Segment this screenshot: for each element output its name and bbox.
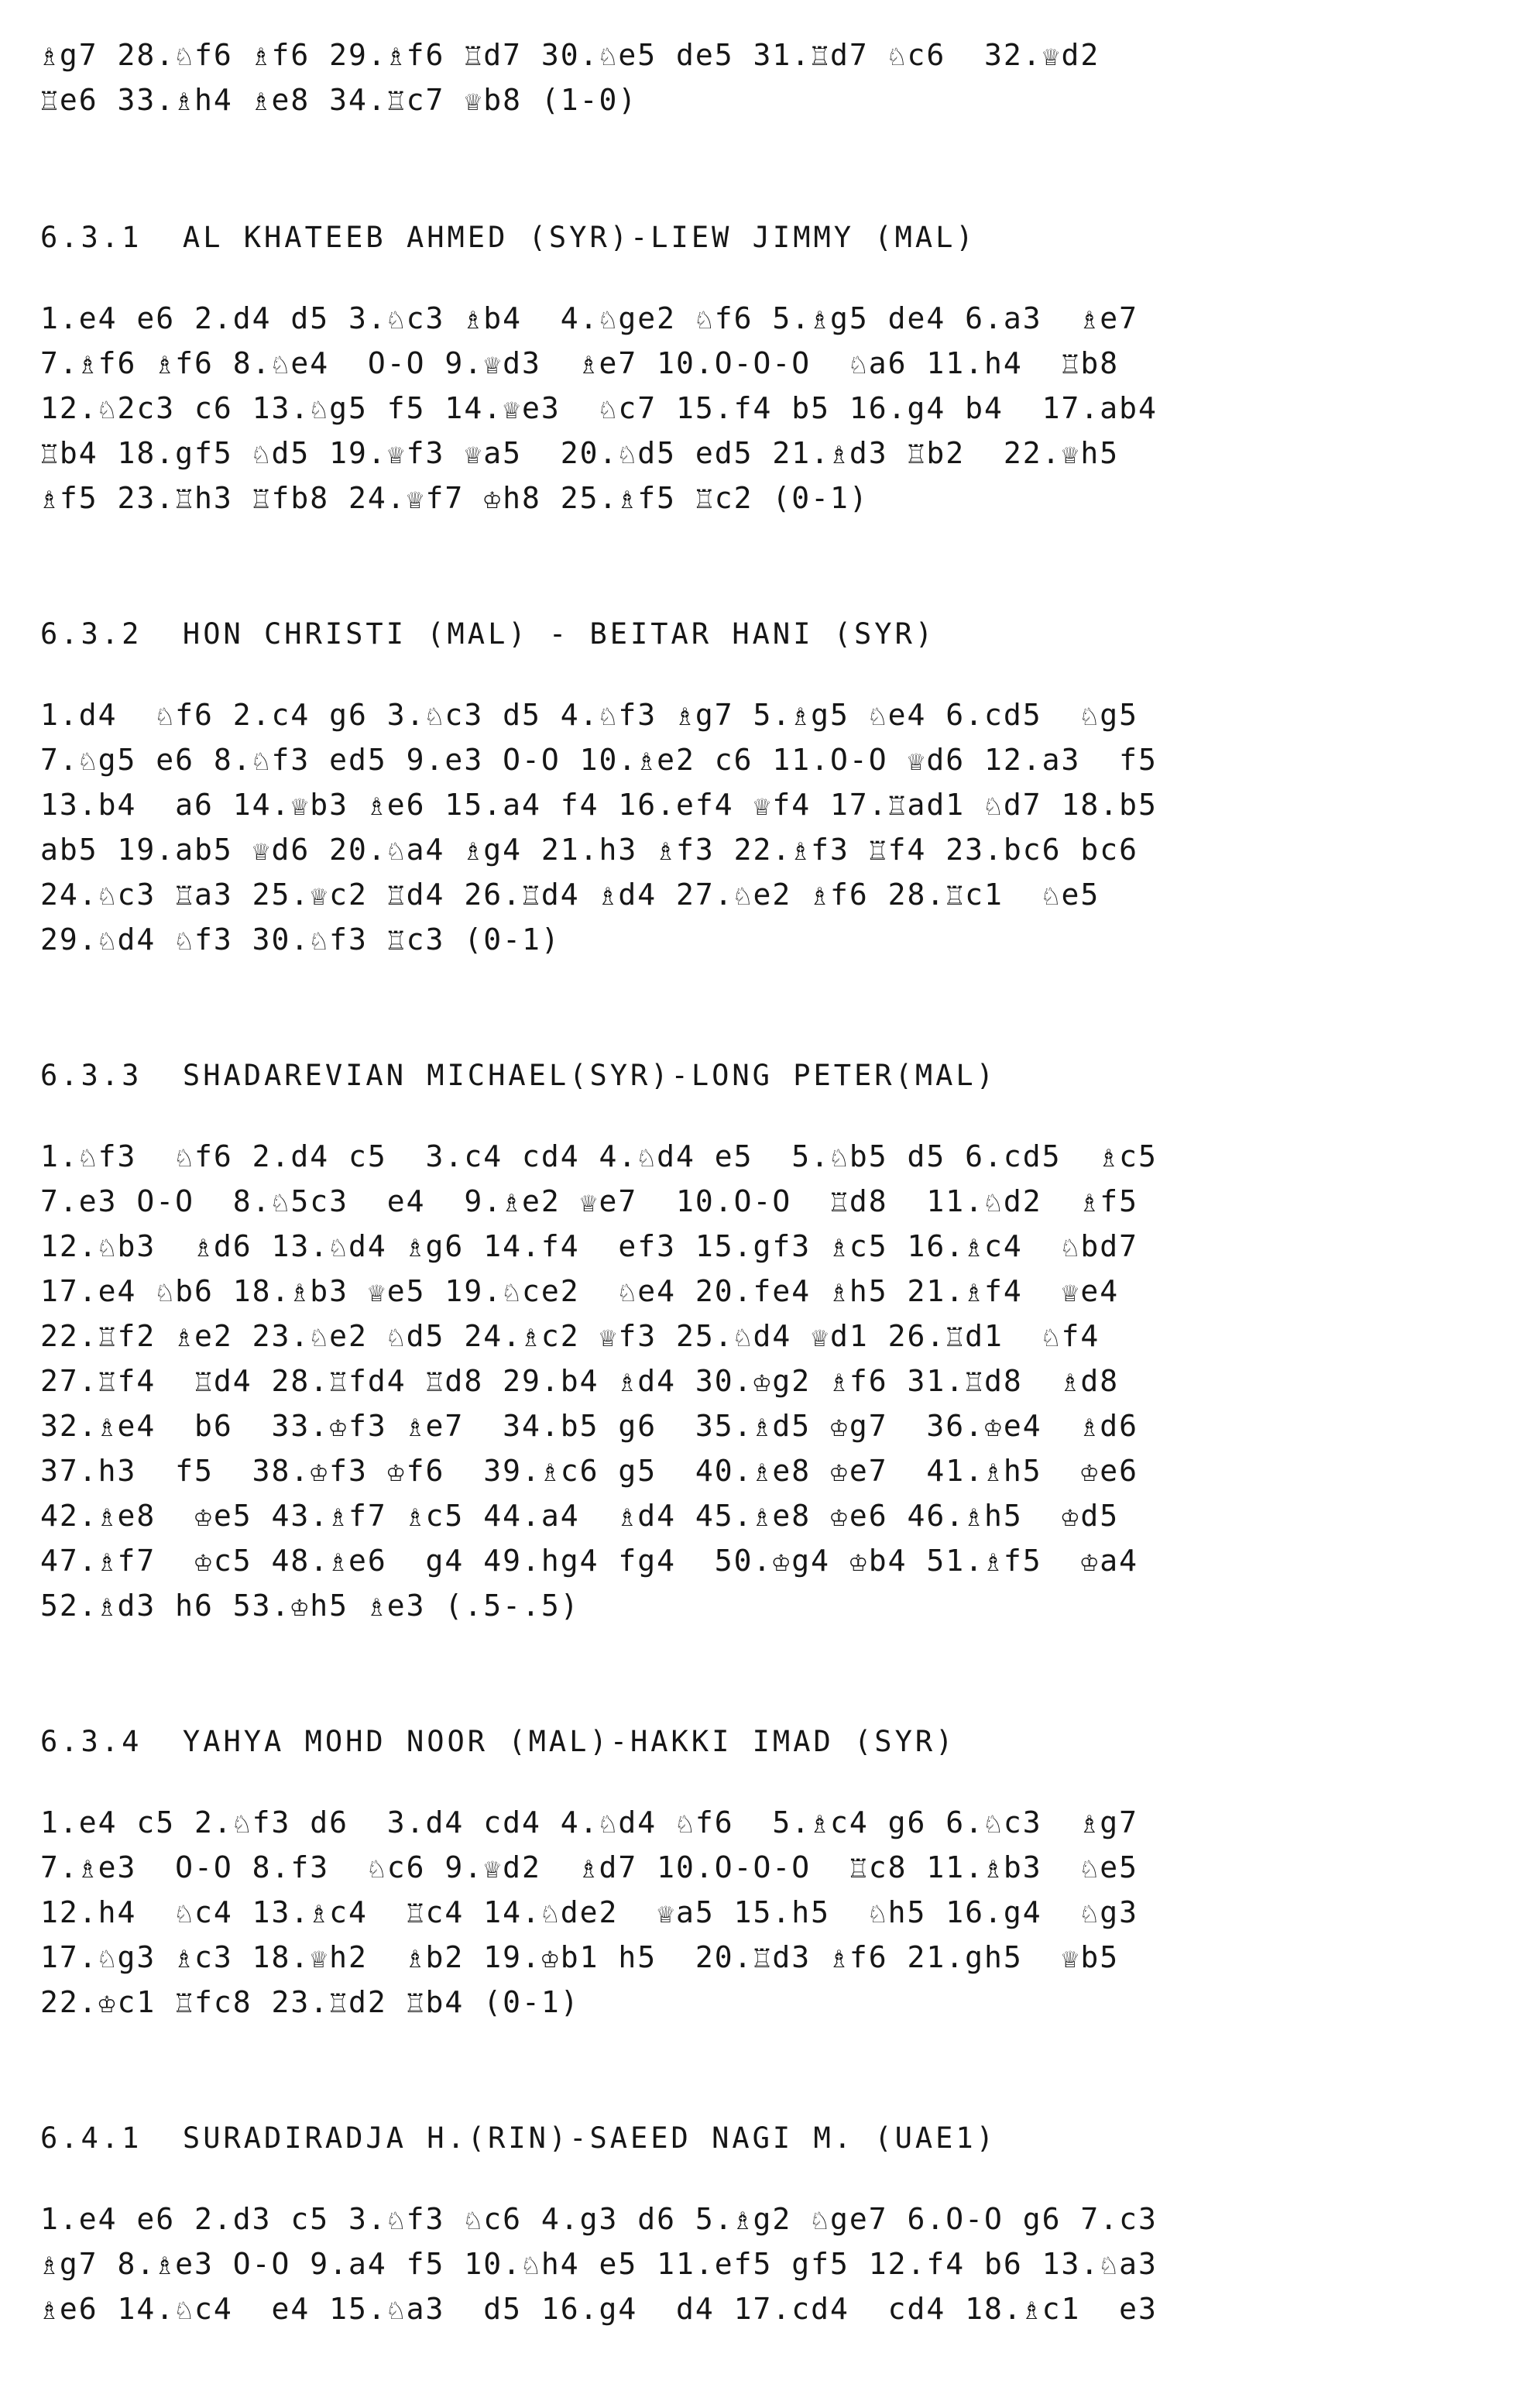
move-line: 13.b4 a6 14.♕b3 ♗e6 15.a4 f4 16.ef4 ♕f4 17.♖ad1 ♘d7 18.b5 bbox=[40, 788, 1158, 822]
move-line: 7.♗f6 ♗f6 8.♘e4 O-O 9.♕d3 ♗e7 10.O-O-O ♘a6 11.h4 ♖b8 bbox=[40, 346, 1120, 380]
game-6-3-4 bbox=[40, 1719, 1503, 2025]
game-heading: 6.3.3 SHADAREVIAN MICHAEL(SYR)-LONG PETER(MAL) bbox=[40, 1059, 997, 1092]
move-line: 22.♖f2 ♗e2 23.♘e2 ♘d5 24.♗c2 ♕f3 25.♘d4 ♕d1 26.♖d1 ♘f4 bbox=[40, 1319, 1100, 1353]
move-line: 37.h3 f5 38.♔f3 ♔f6 39.♗c6 g5 40.♗e8 ♔e7 41.♗h5 ♔e6 bbox=[40, 1454, 1139, 1488]
game-6-4-1 bbox=[40, 2116, 1503, 2331]
move-line: 7.♘g5 e6 8.♘f3 ed5 9.e3 O-O 10.♗e2 c6 11.O-O ♕d6 12.a3 f5 bbox=[40, 743, 1158, 777]
move-line: 32.♗e4 b6 33.♔f3 ♗e7 34.b5 g6 35.♗d5 ♔g7 36.♔e4 ♗d6 bbox=[40, 1409, 1139, 1443]
game-heading: 6.3.2 HON CHRISTI (MAL) - BEITAR HANI (SYR) bbox=[40, 617, 936, 651]
game-heading: 6.3.1 AL KHATEEB AHMED (SYR)-LIEW JIMMY (MAL) bbox=[40, 221, 976, 254]
move-line: 29.♘d4 ♘f3 30.♘f3 ♖c3 (0-1) bbox=[40, 922, 561, 957]
move-line: ♗f5 23.♖h3 ♖fb8 24.♕f7 ♔h8 25.♗f5 ♖c2 (0-1) bbox=[40, 481, 869, 515]
move-line: 1.d4 ♘f6 2.c4 g6 3.♘c3 d5 4.♘f3 ♗g7 5.♗g5 ♘e4 6.cd5 ♘g5 bbox=[40, 698, 1139, 732]
move-line: 42.♗e8 ♔e5 43.♗f7 ♗c5 44.a4 ♗d4 45.♗e8 ♔e6 46.♗h5 ♔d5 bbox=[40, 1499, 1120, 1533]
move-line: ♗e6 14.♘c4 e4 15.♘a3 d5 16.g4 d4 17.cd4 cd4 18.♗c1 e3 bbox=[40, 2292, 1158, 2326]
move-line: 22.♔c1 ♖fc8 23.♖d2 ♖b4 (0-1) bbox=[40, 1985, 580, 2019]
move-line: 7.♗e3 O-O 8.f3 ♘c6 9.♕d2 ♗d7 10.O-O-O ♖c8 11.♗b3 ♘e5 bbox=[40, 1850, 1139, 1884]
move-line: 17.e4 ♘b6 18.♗b3 ♕e5 19.♘ce2 ♘e4 20.fe4 ♗h5 21.♗f4 ♕e4 bbox=[40, 1274, 1120, 1308]
move-line: ♗g7 8.♗e3 O-O 9.a4 f5 10.♘h4 e5 11.ef5 gf5 12.f4 b6 13.♘a3 bbox=[40, 2247, 1158, 2281]
move-line: 47.♗f7 ♔c5 48.♗e6 g4 49.hg4 fg4 50.♔g4 ♔b4 51.♗f5 ♔a4 bbox=[40, 1544, 1139, 1578]
move-line: ♖b4 18.gf5 ♘d5 19.♕f3 ♕a5 20.♘d5 ed5 21.♗d3 ♖b2 22.♕h5 bbox=[40, 436, 1120, 470]
move-line: 27.♖f4 ♖d4 28.♖fd4 ♖d8 29.b4 ♗d4 30.♔g2 ♗f6 31.♖d8 ♗d8 bbox=[40, 1364, 1120, 1398]
move-line: ab5 19.ab5 ♕d6 20.♘a4 ♗g4 21.h3 ♗f3 22.♗f3 ♖f4 23.bc6 bc6 bbox=[40, 833, 1139, 867]
move-line: 7.e3 O-O 8.♘5c3 e4 9.♗e2 ♕e7 10.O-O ♖d8 11.♘d2 ♗f5 bbox=[40, 1184, 1139, 1218]
move-line: 24.♘c3 ♖a3 25.♕c2 ♖d4 26.♖d4 ♗d4 27.♘e2 ♗f6 28.♖c1 ♘e5 bbox=[40, 878, 1100, 912]
game-heading: 6.4.1 SURADIRADJA H.(RIN)-SAEED NAGI M. (UAE1) bbox=[40, 2121, 997, 2155]
move-line: 12.♘2c3 c6 13.♘g5 f5 14.♕e3 ♘c7 15.f4 b5 16.g4 b4 17.ab4 bbox=[40, 391, 1158, 425]
move-line: 1.e4 e6 2.d4 d5 3.♘c3 ♗b4 4.♘ge2 ♘f6 5.♗g5 de4 6.a3 ♗e7 bbox=[40, 301, 1139, 335]
move-line: 1.e4 e6 2.d3 c5 3.♘f3 ♘c6 4.g3 d6 5.♗g2 ♘ge7 6.O-O g6 7.c3 bbox=[40, 2202, 1158, 2236]
move-line: 17.♘g3 ♗c3 18.♕h2 ♗b2 19.♔b1 h5 20.♖d3 ♗f6 21.gh5 ♕b5 bbox=[40, 1940, 1120, 1974]
move-line: 12.h4 ♘c4 13.♗c4 ♖c4 14.♘de2 ♕a5 15.h5 ♘h5 16.g4 ♘g3 bbox=[40, 1895, 1139, 1929]
game-6-3-3 bbox=[40, 1053, 1503, 1628]
move-line: 52.♗d3 h6 53.♔h5 ♗e3 (.5-.5) bbox=[40, 1589, 580, 1623]
game-6-3-1 bbox=[40, 215, 1503, 520]
move-line: 1.e4 c5 2.♘f3 d6 3.d4 cd4 4.♘d4 ♘f6 5.♗c4 g6 6.♘c3 ♗g7 bbox=[40, 1805, 1139, 1839]
game-6-3-2 bbox=[40, 612, 1503, 962]
move-line: ♗g7 28.♘f6 ♗f6 29.♗f6 ♖d7 30.♘e5 de5 31.♖d7 ♘c6 32.♕d2 bbox=[40, 38, 1100, 72]
move-line: ♖e6 33.♗h4 ♗e8 34.♖c7 ♕b8 (1-0) bbox=[40, 83, 638, 117]
continued-game-moves bbox=[40, 33, 1503, 122]
move-line: 1.♘f3 ♘f6 2.d4 c5 3.c4 cd4 4.♘d4 e5 5.♘b5 d5 6.cd5 ♗c5 bbox=[40, 1139, 1158, 1173]
game-heading: 6.3.4 YAHYA MOHD NOOR (MAL)-HAKKI IMAD (SYR) bbox=[40, 1725, 956, 1758]
move-line: 12.♘b3 ♗d6 13.♘d4 ♗g6 14.f4 ef3 15.gf3 ♗c5 16.♗c4 ♘bd7 bbox=[40, 1229, 1139, 1263]
